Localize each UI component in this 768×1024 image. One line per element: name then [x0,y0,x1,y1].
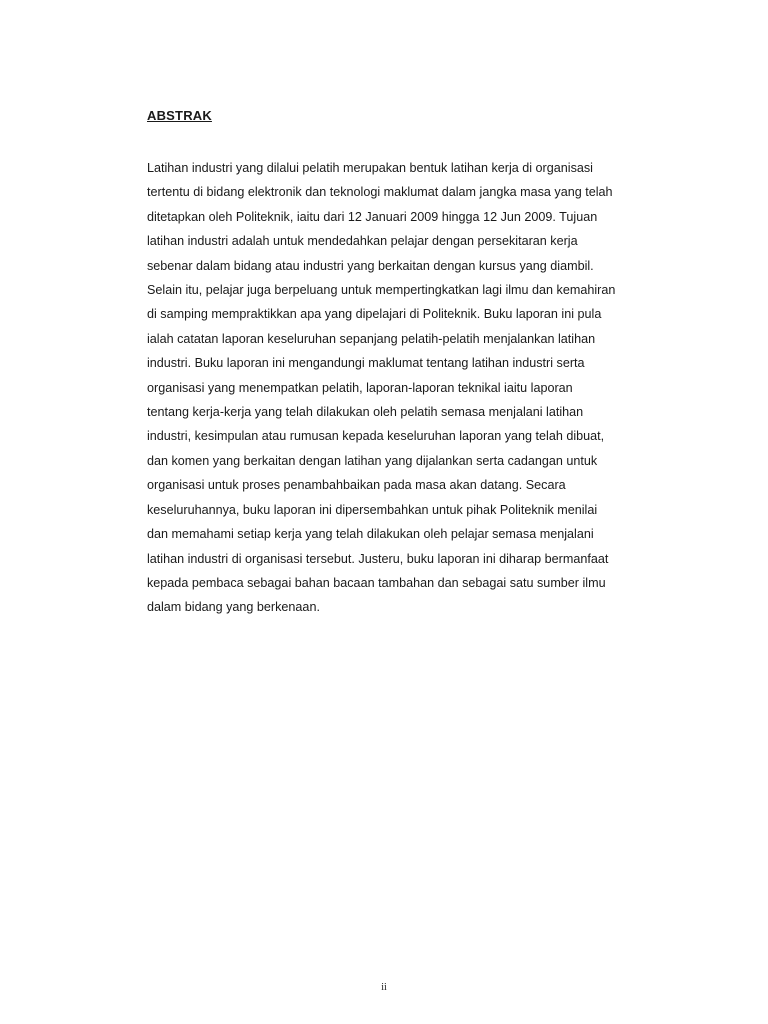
paragraph-line: Latihan industri yang dilalui pelatih merupakan bentuk latihan kerja di organisasi [147,161,593,175]
paragraph-line: latihan industri adalah untuk mendedahkan pelajar dengan persekitaran kerja [147,234,578,249]
paragraph-line: ialah catatan laporan keseluruhan sepanjang pelatih-pelatih menjalankan latihan [147,331,596,346]
paragraph-line: sebenar dalam bidang atau industri yang berkaitan dengan kursus yang diambil. [147,258,594,273]
paragraph-line: keseluruhannya, buku laporan ini dipersembahkan untuk pihak Politeknik menilai [147,502,598,517]
paragraph-line: latihan industri di organisasi tersebut. Justeru, buku laporan ini diharap bermanfaat [147,551,609,566]
page-number: ii [381,982,387,993]
abstract-heading: ABSTRAK [147,108,212,123]
paragraph-line: Selain itu, pelajar juga berpeluang untuk mempertingkatkan lagi ilmu dan kemahiran [147,283,616,298]
paragraph-line: dan komen yang berkaitan dengan latihan yang dijalankan serta cadangan untuk [147,453,598,468]
paragraph-line: di samping mempraktikkan apa yang dipelajari di Politeknik. Buku laporan ini pula [147,307,602,322]
paragraph-line: ditetapkan oleh Politeknik, iaitu dari 12 Januari 2009 hingga 12 Jun 2009. Tujuan [147,209,598,224]
paragraph-line: tertentu di bidang elektronik dan teknologi maklumat dalam jangka masa yang telah [147,185,613,200]
paragraph-line: industri. Buku laporan ini mengandungi maklumat tentang latihan industri serta [147,356,585,371]
paragraph-line: kepada pembaca sebagai bahan bacaan tambahan dan sebagai satu sumber ilmu [147,575,606,590]
paragraph-line: dan memahami setiap kerja yang telah dilakukan oleh pelajar semasa menjalani [147,527,594,542]
abstract-paragraph [147,156,687,620]
paragraph-line: dalam bidang yang berkenaan. [147,600,320,615]
paragraph-line: industri, kesimpulan atau rumusan kepada keseluruhan laporan yang telah dibuat, [147,429,605,444]
paragraph-line: organisasi yang menempatkan pelatih, laporan-laporan teknikal iaitu laporan [147,380,573,395]
paragraph-line: organisasi untuk proses penambahbaikan pada masa akan datang. Secara [147,478,566,493]
paragraph-line: tentang kerja-kerja yang telah dilakukan oleh pelatih semasa menjalani latihan [147,405,584,420]
